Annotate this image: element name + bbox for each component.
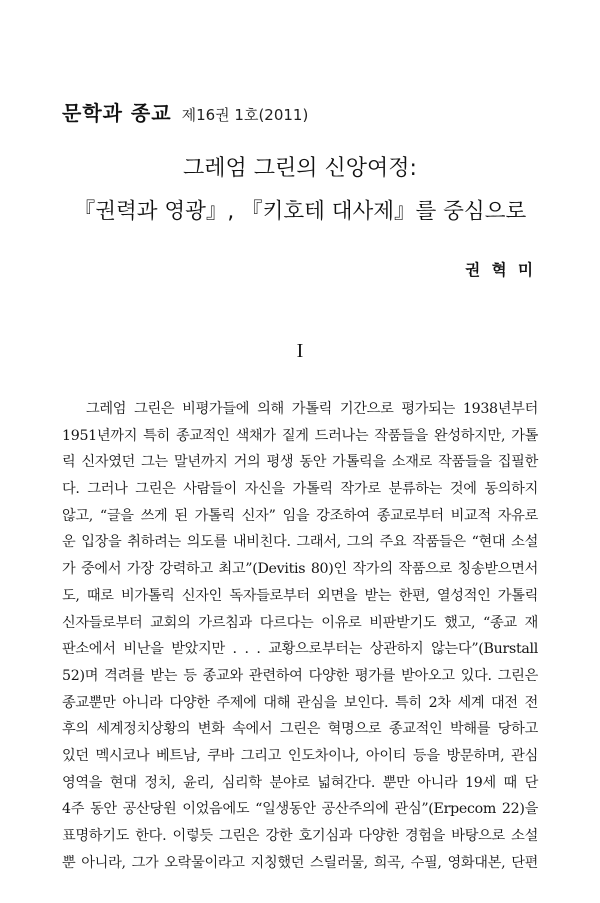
article-title-line-2: 『권력과 영광』, 『키호테 대사제』를 중심으로 <box>73 199 527 224</box>
article-title-line-1: 그레엄 그린의 신앙여정: <box>183 156 417 181</box>
body-line: 후의 세계정치상황의 변화 속에서 그린은 혁명으로 종교적인 박해를 당하고 <box>62 721 538 738</box>
journal-name: 문학과 종교 <box>62 101 172 125</box>
body-line: 52)며 격려를 받는 등 종교와 관련하여 다양한 평가를 받아오고 있다. 그린은 <box>62 667 538 684</box>
body-line: 있던 멕시코나 베트남, 쿠바 그리고 인도차이나, 아이티 등을 방문하며, 관심 <box>62 747 538 764</box>
body-line: 않고, “글을 쓰게 된 가톨릭 신자” 임을 강조하여 종교로부터 비교적 자유로 <box>62 507 538 524</box>
section-number: I <box>296 340 304 362</box>
body-line: 다. 그러나 그린은 사람들이 자신을 가톨릭 작가로 분류하는 것에 동의하지 <box>62 481 538 498</box>
body-text <box>62 396 538 876</box>
author-name: 권 혁 미 <box>465 261 536 279</box>
body-line: 4주 동안 공산당원 이었음에도 “일생동안 공산주의에 관심”(Erpecom 22)을 <box>62 801 538 818</box>
body-line: 가 중에서 가장 강력하고 최고”(Devitis 80)인 작가의 작품으로 칭송받으면서 <box>62 561 538 578</box>
body-line: 도, 때로 비가톨릭 신자인 독자들로부터 외면을 받는 한편, 열성적인 가톨릭 <box>62 587 538 604</box>
body-line: 뿐 아니라, 그가 오락물이라고 지칭했던 스릴러물, 희곡, 수필, 영화대본, 단편 <box>62 854 538 871</box>
body-line: 표명하기도 한다. 이렇듯 그린은 강한 호기심과 다양한 경험을 바탕으로 소설 <box>62 828 538 844</box>
body-line: 그레엄 그린은 비평가들에 의해 가톨릭 기간으로 평가되는 1938년부터 <box>86 401 538 417</box>
body-line: 신자들로부터 교회의 가르침과 다르다는 이유로 비판받기도 했고, “종교 재 <box>62 614 538 631</box>
journal-issue: 제16권 1호(2011) <box>181 106 309 124</box>
body-line: 운 입장을 취하려는 의도를 내비친다. 그래서, 그의 주요 작품들은 “현대 소설 <box>62 534 538 551</box>
body-line: 판소에서 비난을 받았지만 . . . 교황으로부터는 상관하지 않는다”(Burstall <box>62 641 538 658</box>
body-line: 종교뿐만 아니라 다양한 주제에 대해 관심을 보인다. 특히 2차 세계 대전 전 <box>62 694 538 711</box>
journal-header <box>62 97 308 126</box>
body-line: 릭 신자였던 그는 말년까지 거의 평생 동안 가톨릭을 소재로 작품들을 집필한 <box>62 454 538 471</box>
body-line: 1951년까지 특히 종교적인 색채가 짙게 드러나는 작품들을 완성하지만, 가톨 <box>62 427 538 444</box>
body-line: 영역을 현대 정치, 윤리, 심리학 분야로 넓혀간다. 뿐만 아니라 19세 때 단 <box>62 774 538 791</box>
